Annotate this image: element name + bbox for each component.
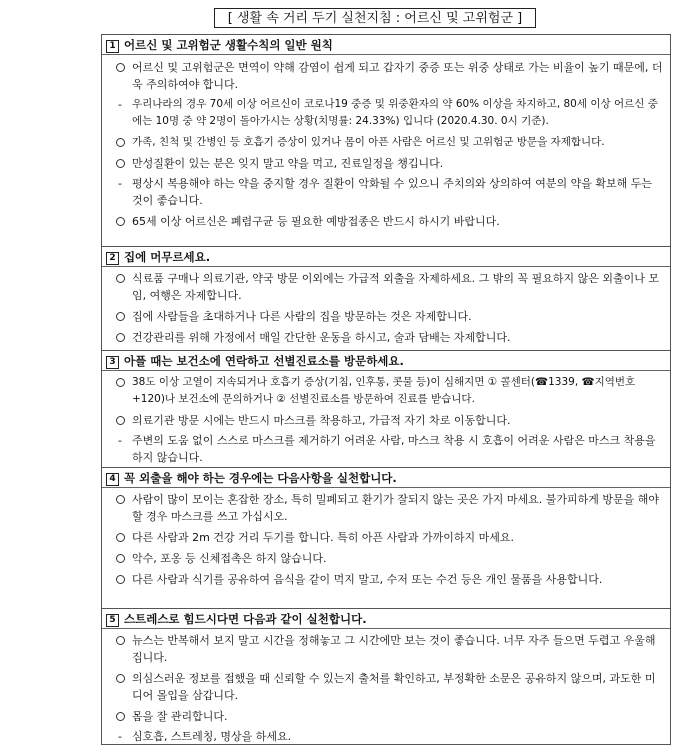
- list-item: 만성질환이 있는 분은 잊지 말고 약을 먹고, 진료일정을 챙깁니다.: [102, 155, 670, 172]
- section-heading: [102, 609, 670, 629]
- circle-bullet-icon: [116, 159, 125, 168]
- list-item: - 주변의 도움 없이 스스로 마스크를 제거하기 어려운 사람, 마스크 착용 시 호흡이 어려운 사람은 마스크 착용을 하지 않습니다.: [118, 434, 656, 464]
- dash-bullet-icon: -: [118, 177, 122, 190]
- list-item: 몸을 잘 관리합니다.: [102, 708, 670, 725]
- dash-bullet-icon: -: [118, 730, 122, 743]
- list-item: 악수, 포옹 등 신체접촉은 하지 않습니다.: [102, 550, 670, 567]
- list-item: 뉴스는 반복해서 보지 말고 시간을 정해놓고 그 시간에만 보는 것이 좋습니다. 너무 자주 들으면 두렵고 우울해집니다.: [102, 632, 670, 666]
- list-item: 어르신 및 고위험군은 면역이 약해 감염이 쉽게 되고 갑자기 중증 또는 위중 상태로 가는 비율이 높기 때문에, 더욱 주의하여야 합니다.: [102, 59, 670, 93]
- list-item: - 우리나라의 경우 70세 이상 어르신이 코로나19 중증 및 위중환자의 약 60% 이상을 차지하고, 80세 이상 어르신 중에는 10명 중 약 2명이 돌아가시는 상황(치명률: 24.33%) 입니다 (2020.4.30. 0시 기준).: [118, 98, 658, 127]
- circle-bullet-icon: [116, 636, 125, 645]
- circle-bullet-icon: [116, 378, 125, 387]
- section-3: [102, 350, 670, 467]
- section-5: [102, 608, 670, 745]
- section-number: 5: [106, 614, 119, 627]
- circle-bullet-icon: [116, 217, 125, 226]
- circle-bullet-icon: [116, 533, 125, 542]
- circle-bullet-icon: [116, 712, 125, 721]
- section-heading: [102, 351, 670, 371]
- section-heading-text: 어르신 및 고위험군 생활수칙의 일반 원칙: [124, 38, 333, 52]
- list-item: 의료기관 방문 시에는 반드시 마스크를 착용하고, 가급적 자기 차로 이동합니다.: [102, 412, 670, 429]
- circle-bullet-icon: [116, 333, 125, 342]
- section-1: [102, 35, 670, 244]
- list-item: 집에 사람들을 초대하거나 다른 사람의 집을 방문하는 것은 자제합니다.: [102, 308, 670, 325]
- circle-bullet-icon: [116, 674, 125, 683]
- circle-bullet-icon: [116, 575, 125, 584]
- section-heading-text: 아플 때는 보건소에 연락하고 선별진료소를 방문하세요.: [124, 354, 404, 368]
- list-item: 식료품 구매나 의료기관, 약국 방문 이외에는 가급적 외출을 자제하세요. 그 밖의 꼭 필요하지 않은 외출이나 모임, 여행은 자제합니다.: [102, 270, 670, 304]
- section-heading: [102, 247, 670, 267]
- list-item: 38도 이상 고열이 지속되거나 호흡기 증상(기침, 인후통, 콧물 등)이 심해지면 ① 콜센터(☎1339, ☎지역번호+120)나 보건소에 문의하거나 ② 선별진료소를 방문하여 진료를 받습니다.: [102, 374, 670, 408]
- section-heading: [102, 35, 670, 55]
- list-item: 사람이 많이 모이는 혼잡한 장소, 특히 밀폐되고 환기가 잘되지 않는 곳은 가지 마세요. 불가피하게 방문을 해야 할 경우 마스크를 쓰고 가십시오.: [102, 491, 670, 525]
- list-item: 다른 사람과 식기를 공유하여 음식을 같이 먹지 말고, 수저 또는 수건 등은 개인 물품을 사용합니다.: [102, 571, 670, 588]
- document-title: [ 생활 속 거리 두기 실천지침 : 어르신 및 고위험군 ]: [214, 8, 536, 28]
- section-heading-text: 집에 머무르세요.: [124, 250, 211, 264]
- section-4: [102, 467, 670, 608]
- section-number: 2: [106, 252, 119, 265]
- section-2: [102, 246, 670, 350]
- circle-bullet-icon: [116, 554, 125, 563]
- section-number: 1: [106, 40, 119, 53]
- circle-bullet-icon: [116, 416, 125, 425]
- list-item: 65세 이상 어르신은 폐렴구균 등 필요한 예방접종은 반드시 하시기 바랍니다.: [102, 213, 670, 230]
- guideline-frame: [101, 34, 671, 745]
- section-heading-text: 스트레스로 힘드시다면 다음과 같이 실천합니다.: [124, 612, 367, 626]
- section-number: 4: [106, 473, 119, 486]
- list-item: 건강관리를 위해 가정에서 매일 간단한 운동을 하시고, 술과 담배는 자제합니다.: [102, 329, 670, 346]
- circle-bullet-icon: [116, 312, 125, 321]
- list-item: - 평상시 복용해야 하는 약을 중지할 경우 질환이 악화될 수 있으니 주치의와 상의하여 여분의 약을 확보해 두는 것이 좋습니다.: [118, 177, 652, 207]
- dash-bullet-icon: -: [118, 434, 122, 447]
- section-heading: [102, 468, 670, 488]
- circle-bullet-icon: [116, 274, 125, 283]
- section-heading-text: 꼭 외출을 해야 하는 경우에는 다음사항을 실천합니다.: [124, 471, 397, 485]
- circle-bullet-icon: [116, 495, 125, 504]
- section-number: 3: [106, 356, 119, 369]
- circle-bullet-icon: [116, 138, 125, 147]
- list-item: 다른 사람과 2m 건강 거리 두기를 합니다. 특히 아픈 사람과 가까이하지 마세요.: [102, 529, 670, 546]
- circle-bullet-icon: [116, 63, 125, 72]
- list-item: 의심스러운 정보를 접했을 때 신뢰할 수 있는지 출처를 확인하고, 부정확한 소문은 공유하지 않으며, 과도한 미디어 몰입을 삼갑니다.: [102, 670, 670, 704]
- dash-bullet-icon: -: [118, 98, 122, 111]
- list-item: 가족, 친척 및 간병인 등 호흡기 증상이 있거나 몸이 아픈 사람은 어르신 및 고위험군 방문을 자제합니다.: [102, 134, 670, 151]
- list-item: - 심호흡, 스트레칭, 명상을 하세요.: [118, 730, 292, 743]
